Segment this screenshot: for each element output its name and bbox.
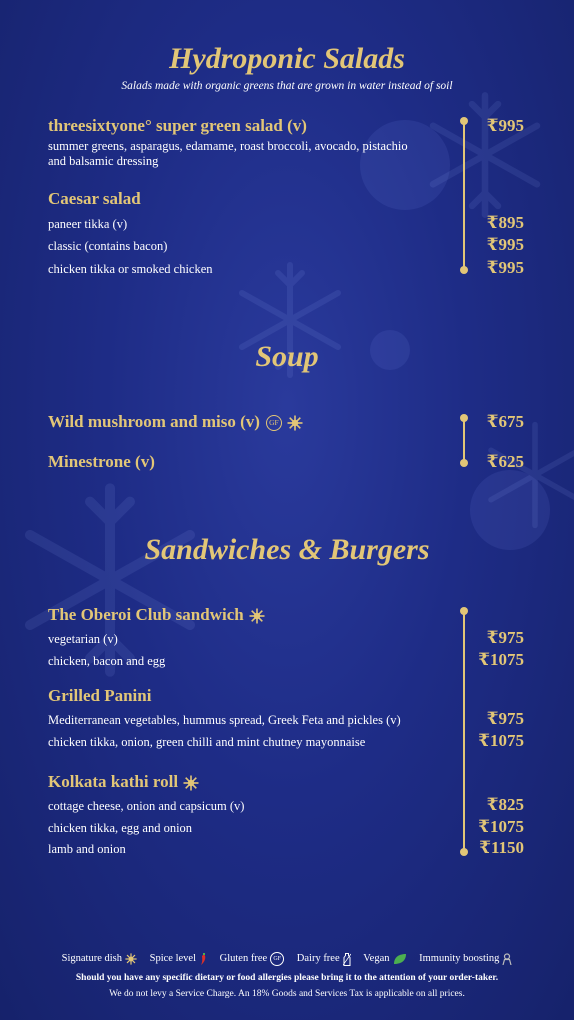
- chilli-icon: [199, 953, 207, 966]
- legend-label: Immunity boosting: [419, 953, 500, 965]
- dish-price: ₹995: [486, 116, 524, 135]
- dish-name: threesixtyone° super green salad (v): [48, 116, 307, 135]
- signature-dish-icon: [287, 415, 303, 431]
- dish-name: Caesar salad: [48, 189, 141, 208]
- legend-label: Gluten free: [219, 953, 268, 965]
- timeline-line: [463, 121, 465, 270]
- dish-name: Grilled Panini: [48, 686, 152, 705]
- timeline-line: [463, 611, 465, 852]
- allergy-notice: Should you have any specific dietary or food allergies please bring it to the attention of your order-taker.: [75, 973, 499, 983]
- option-price: ₹895: [486, 213, 524, 232]
- dish-price: ₹625: [486, 452, 524, 471]
- timeline-dot: [460, 848, 468, 856]
- dish-name-text: Kolkata kathi roll: [48, 772, 179, 791]
- section-title-salads: Hydroponic Salads: [169, 42, 405, 75]
- option-label: chicken, bacon and egg: [48, 654, 166, 668]
- option-price: ₹1150: [479, 838, 524, 857]
- timeline-dot: [460, 459, 468, 467]
- dish-description: summer greens, asparagus, edamame, roast broccoli, avocado, pistachio and balsamic dressing: [48, 139, 408, 168]
- gluten-free-icon: GF: [266, 415, 282, 431]
- dish-name-text: Wild mushroom and miso (v): [48, 412, 260, 431]
- option-price: ₹975: [486, 628, 524, 647]
- section-title-soup: Soup: [255, 340, 319, 373]
- option-price: ₹995: [486, 235, 524, 254]
- option-label: chicken tikka or smoked chicken: [48, 262, 213, 276]
- dish-price: ₹675: [486, 412, 524, 431]
- option-label: cottage cheese, onion and capsicum (v): [48, 799, 245, 813]
- section-title-sandwiches: Sandwiches & Burgers: [144, 533, 430, 566]
- legend-label: Spice level: [149, 953, 196, 965]
- snowflake-icon: [420, 90, 550, 220]
- legend-signature: [62, 953, 137, 964]
- tax-notice: We do not levy a Service Charge. An 18% Goods and Services Tax is applicable on all prices.: [109, 989, 465, 999]
- legend-spice: [150, 953, 207, 964]
- timeline-line: [463, 418, 465, 463]
- legend-label: Dairy free: [296, 953, 340, 965]
- option-label: lamb and onion: [48, 842, 126, 856]
- option-price: ₹1075: [478, 650, 524, 669]
- dish-name-text: The Oberoi Club sandwich: [48, 605, 244, 624]
- option-price: ₹825: [486, 795, 524, 814]
- dish-name: [48, 772, 199, 792]
- option-label: Mediterranean vegetables, hummus spread, Greek Feta and pickles (v): [48, 713, 401, 727]
- option-label: vegetarian (v): [48, 632, 118, 646]
- legend-dairy: [297, 953, 351, 964]
- signature-dish-icon: [125, 953, 137, 965]
- legend-vegan: [363, 953, 406, 964]
- legend-gluten: [220, 953, 285, 964]
- option-price: ₹1075: [478, 731, 524, 750]
- option-price: ₹1075: [478, 817, 524, 836]
- option-label: paneer tikka (v): [48, 217, 128, 231]
- option-label: chicken tikka, onion, green chilli and mint chutney mayonnaise: [48, 735, 366, 749]
- signature-dish-icon: [249, 608, 265, 624]
- immunity-icon: [502, 953, 512, 965]
- option-price: ₹975: [486, 709, 524, 728]
- dietary-legend: [0, 952, 574, 966]
- signature-dish-icon: [183, 775, 199, 791]
- timeline-dot: [460, 266, 468, 274]
- gluten-free-icon: GF: [270, 952, 284, 966]
- legend-immunity: [419, 953, 512, 964]
- dish-name: [48, 412, 303, 432]
- section-subtitle-salads: Salads made with organic greens that are grown in water instead of soil: [121, 80, 453, 92]
- milk-bottle-icon: [343, 953, 351, 966]
- option-label: classic (contains bacon): [48, 239, 168, 253]
- dish-name: Minestrone (v): [48, 452, 155, 471]
- option-price: ₹995: [486, 258, 524, 277]
- leaf-icon: [393, 953, 407, 965]
- legend-label: Vegan: [363, 953, 390, 965]
- dish-name: [48, 605, 265, 625]
- legend-label: Signature dish: [61, 953, 123, 965]
- snowflake-icon: [10, 480, 210, 680]
- option-label: chicken tikka, egg and onion: [48, 821, 193, 835]
- snowflake-icon: [480, 420, 574, 530]
